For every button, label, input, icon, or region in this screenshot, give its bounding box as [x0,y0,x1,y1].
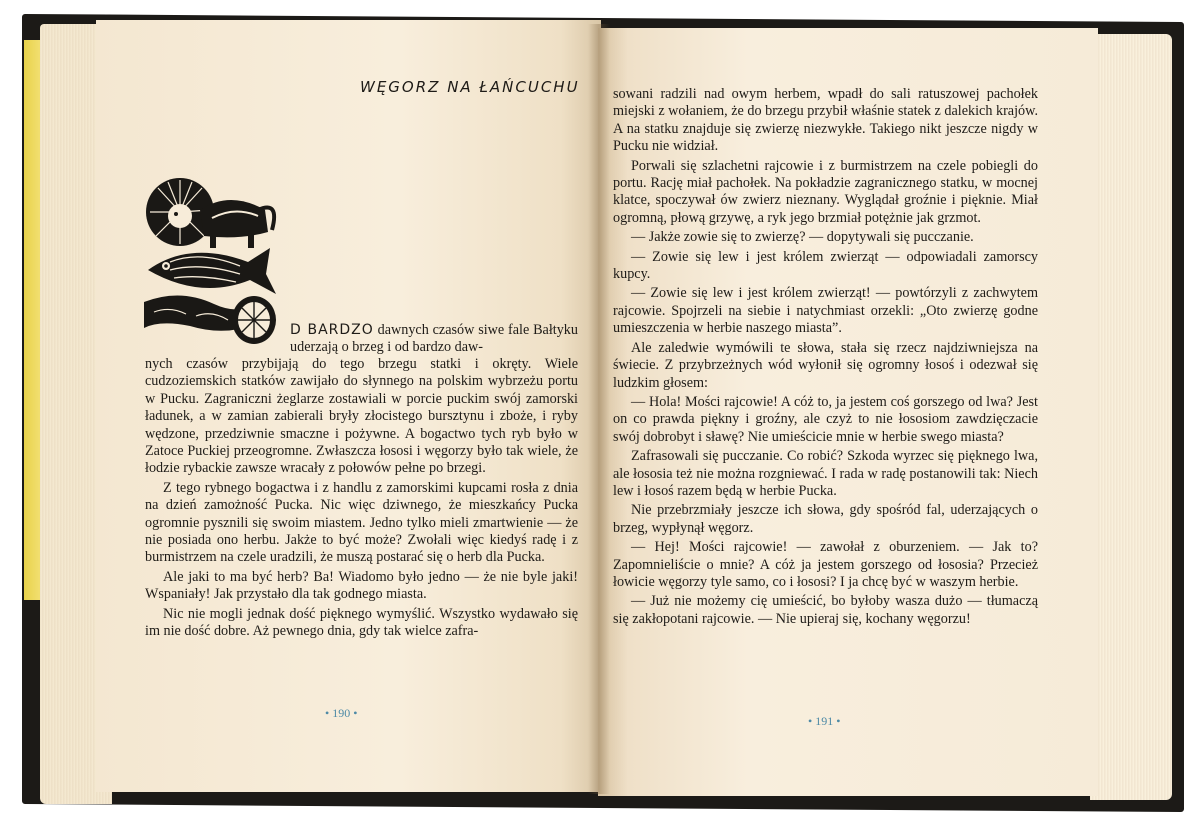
book-gutter [588,24,610,794]
paragraph: nych czasów przybijają do tego brzegu statki i okręty. Wiele cudzoziemskich statków zawijało do słynnego na polskim wybrzeżu portu w Pucku. Zagraniczni żeglarze zostawiali w porcie puckim swój zamorski ładunek, a w zamian zabierali bryły złocistego bursztynu i zboże, i ryby wędzone, przedziwnie smaczne i pożywne. A bogactwo tych ryb było w Zatoce Puckiej przeogromne. Zwłaszcza łososi i węgorzy było tak wiele, że łodzie rybackie zawsze wracały z połowów pełne po brzegi. [145,356,578,477]
paragraph: Ale zaledwie wymówili te słowa, stała się rzecz najdziwniejsza na świecie. Z przybrzeżnych wód wyłonił się ogromny łosoś i odezwał się ludzkim głosem: [613,339,1038,391]
paragraph: — Zowie się lew i jest królem zwierząt! — powtórzyli z zachwytem rajcowie. Spojrzeli na siebie i natychmiast orzekli: „Oto zwierzę godne umieszczenia w herbie naszego miasta”. [613,285,1038,337]
running-title: WĘGORZ NA ŁAŃCUCHU [360,78,580,96]
opening-lines [290,322,578,359]
right-page-body [613,86,1038,630]
paragraph: — Hola! Mości rajcowie! A cóż to, ja jestem coś gorszego od lwa? Jest on co prawda piękny i groźny, ale czyż to nie łososiom zawdzięczacie swój dobrobyt i sławę? Nie umieścicie mnie w herbie swego miasta? [613,393,1038,445]
paragraph: Nic nie mogli jednak dość pięknego wymyślić. Wszystko wydawało się im nie dość dobre. Aż pewnego dnia, gdy tak wielce zafra- [145,605,578,640]
dropcap-o-icon [232,296,276,344]
paragraph: — Hej! Mości rajcowie! — zawołał z oburzeniem. — Jak to? Zapomnieliście o mnie? A cóż ja jestem gorszego od łososia? Przecież łowicie węgorzy tyle samo, co i łososi? I ja chcę być w waszym herbie. [613,539,1038,590]
paragraph: Z tego rybnego bogactwa i z handlu z zamorskimi kupcami rosła z dnia na dzień zamożność Pucka. Nic więc dziwnego, że mieszkańcy Pucka ogromnie pysznili się swoim miastem. Jedno tylko mieli zmartwienie — że nie posiada ono herbu. Jakże to być może? Zwołali więc kiedyś radę i z burmistrzem na czele uradzili, że muszą postarać się o herb dla Pucka. [145,479,578,566]
lion-icon [146,178,274,248]
paragraph: Zafrasowali się pucczanie. Co robić? Szkoda wyrzec się pięknego lwa, ale łososia też nie można rozgniewać. I rada w radę postanowili tak: Niech lew i łosoś razem będą w herbie Pucka. [613,448,1038,499]
salmon-icon [148,248,276,294]
right-page-stack [1090,34,1172,800]
paragraph: — Jakże zowie się to zwierzę? — dopytywali się pucczanie. [631,229,974,246]
paragraph: sowani radzili nad owym herbem, wpadł do sali ratuszowej pachołek miejski z wołaniem, że do brzegu przybił właśnie statek z dalekich krajów. A na statku znajduje się zwierzę niezwykłe. Takiego nikt jeszcze nigdy w Pucku nie widział. [613,86,1038,155]
woodcut-illustration [140,170,290,345]
paragraph: — Już nie możemy cię umieścić, bo byłoby wasza dużo — tłumaczą się zakłopotani rajcowie. — Nie upieraj się, kochany węgorzu! [613,593,1038,627]
paragraph: Nie przebrzmiały jeszcze ich słowa, gdy spośród fal, uderzających o brzeg, wypłynął węgorz. [613,502,1038,536]
opening-word: D BARDZO [290,322,374,338]
page-number-left: • 190 • [325,706,358,720]
paragraph: Ale jaki to ma być herb? Ba! Wiadomo było jedno — że nie byle jaki! Wspaniały! Jak przystało dla tak godnego miasta. [145,568,578,603]
left-page-body [145,356,578,643]
paragraph: — Zowie się lew i jest królem zwierząt — odpowiadali zamorscy kupcy. [613,248,1038,283]
paragraph: Porwali się szlachetni rajcowie i z burmistrzem na czele pobiegli do portu. Rację miał pachołek. Na pokładzie zagranicznego statku, w mocnej klatce, spoczywał ów zwierz nieznany. Wyglądał groźnie i pięknie. Miał ogromną, płową grzywę, a ryk jego brzmiał potężnie jak grzmot. [613,157,1038,226]
page-number-right: • 191 • [808,714,841,728]
opening-text: dawnych czasów siwe fale Bałtyku uderzają o brzeg i od bardzo daw- [290,322,578,356]
